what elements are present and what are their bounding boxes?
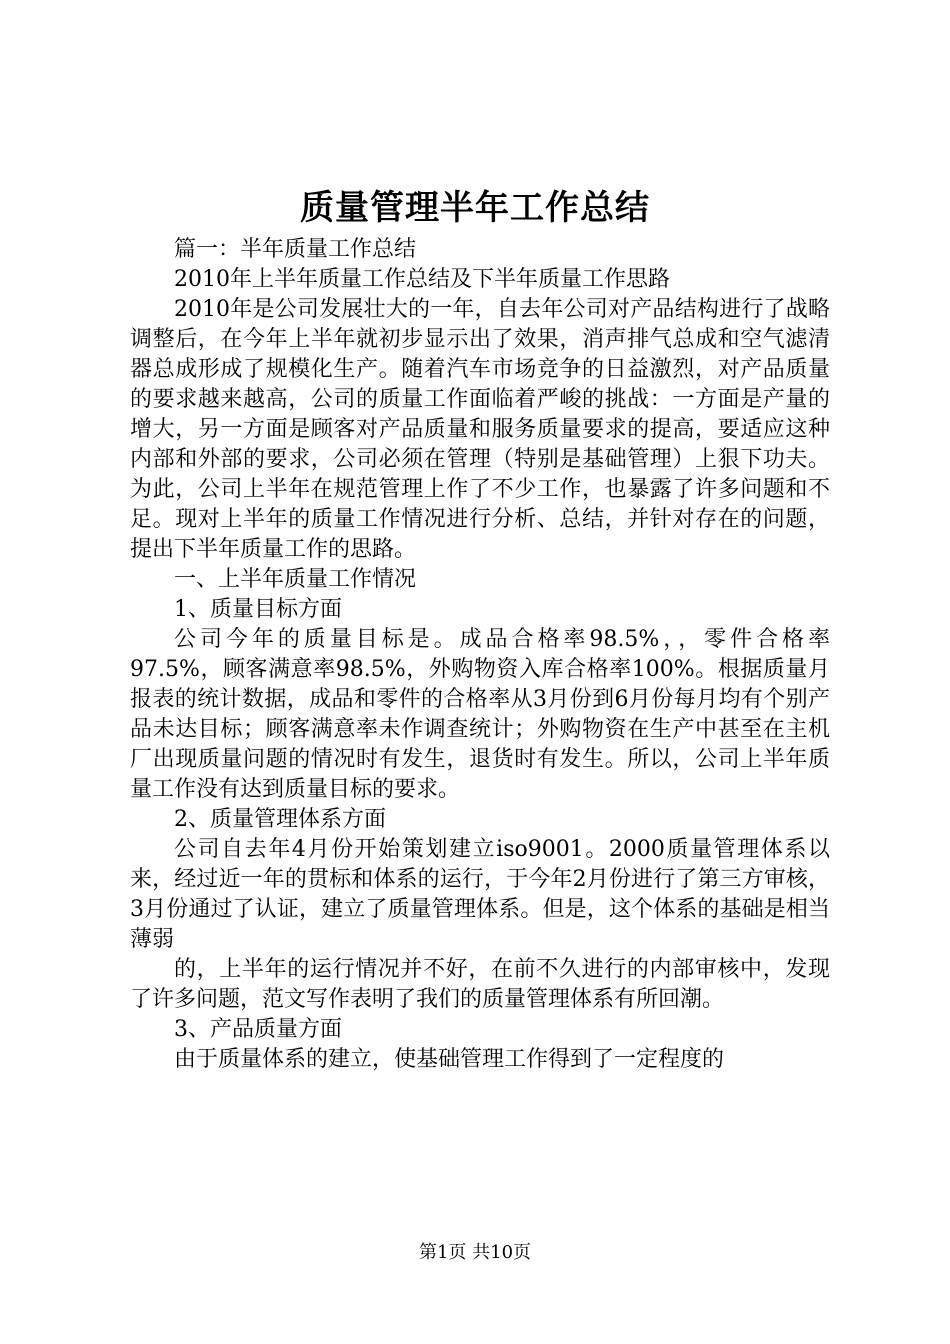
paragraph-subheading-2: 2、质量管理体系方面 — [174, 807, 386, 832]
paragraph-intro: 2010年是公司发展壮大的一年，自去年公司对产品结构进行了战略调整后，在今年上半年就初步显示出了效果，消声排气总成和空气滤清器总成形成了规模化生产。随着汽车市场竞争的日益激烈，对产品质量的要求越来越高，公司的质量工作面临着严峻的挑战：一方面是产量的增大，另一方面是顾客对产品质量和服务质量要求的提高，要适应这种内部和外部的要求，公司必须在管理（特别是基础管理）上狠下功夫。为此，公司上半年在规范管理上作了不少工作，也暴露了许多问题和不足。现对上半年的质量工作情况进行分析、总结，并针对存在的问题，提出下半年质量工作的思路。 — [130, 297, 830, 562]
document-title: 质量管理半年工作总结 — [300, 188, 650, 228]
paragraph-subheading-1: 1、质量目标方面 — [174, 597, 342, 622]
paragraph-subheading-3: 3、产品质量方面 — [174, 1017, 342, 1042]
paragraph-heading-1: 一、上半年质量工作情况 — [174, 567, 417, 592]
paragraph-quality-system-cont: 的，上半年的运行情况并不好，在前不久进行的内部审核中，发现了许多问题，范文写作表明了我们的质量管理体系有所回潮。 — [130, 957, 830, 1012]
document-body — [130, 235, 830, 1075]
paragraph-product-quality: 由于质量体系的建立，使基础管理工作得到了一定程度的 — [174, 1047, 725, 1072]
paragraph-subtitle: 2010年上半年质量工作总结及下半年质量工作思路 — [174, 267, 670, 292]
page-footer: 第1页 共10页 — [418, 1242, 532, 1263]
paragraph-section-heading: 篇一：半年质量工作总结 — [174, 237, 417, 262]
paragraph-quality-system: 公司自去年4月份开始策划建立iso9001。2000质量管理体系以来，经过近一年的贯标和体系的运行，于今年2月份进行了第三方审核，3月份通过了认证，建立了质量管理体系。但是，这个体系的基础是相当薄弱 — [130, 837, 830, 952]
paragraph-quality-goals: 公司今年的质量目标是。成品合格率98.5%，，零件合格率97.5%，顾客满意率98.5%，外购物资入库合格率100%。根据质量月报表的统计数据，成品和零件的合格率从3月份到6月份每月均有个别产品未达目标；顾客满意率未作调查统计；外购物资在生产中甚至在主机厂出现质量问题的情况时有发生，退货时有发生。所以，公司上半年质量工作没有达到质量目标的要求。 — [130, 627, 830, 802]
